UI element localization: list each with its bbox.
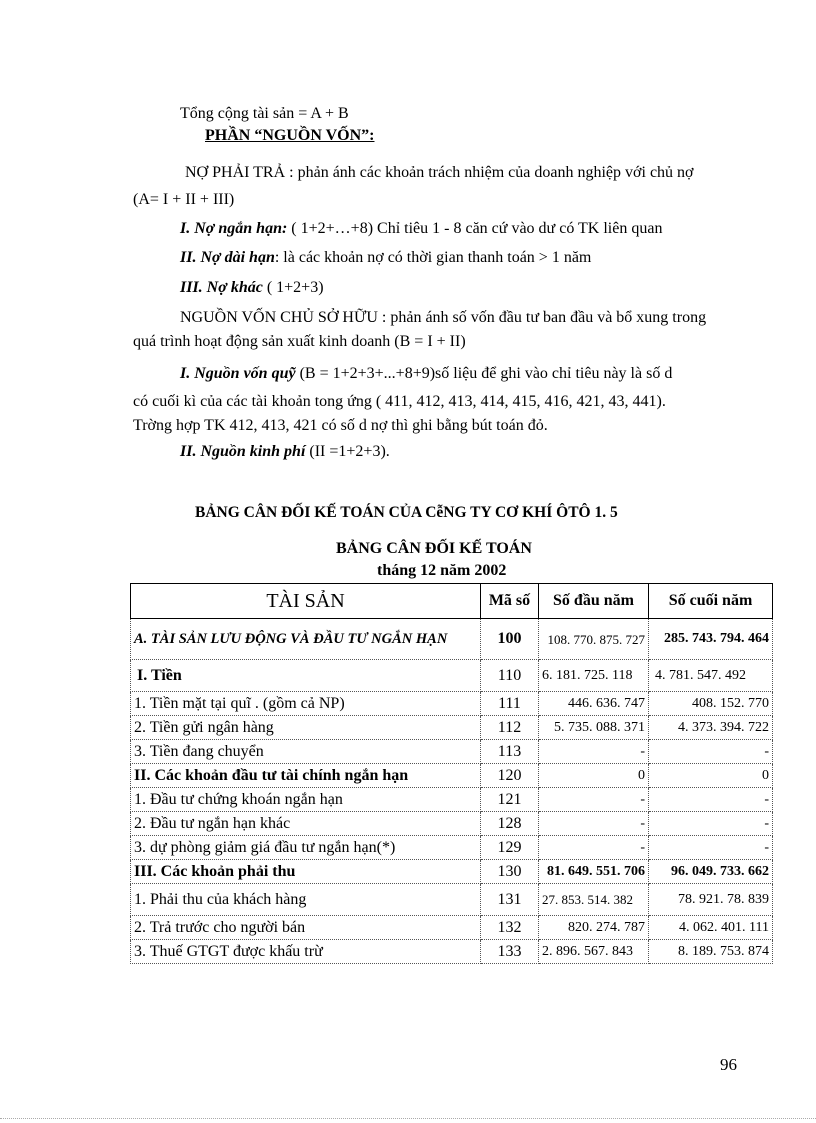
row-name: III. Các khoản phải thu <box>131 860 481 884</box>
row-start: 5. 735. 088. 371 <box>539 716 649 740</box>
row-code: 121 <box>481 788 539 812</box>
short-term-debt-label: I. Nợ ngắn hạn: <box>180 220 288 237</box>
row-name: 2. Trả trước cho người bán <box>131 916 481 940</box>
row-end: 285. 743. 794. 464 <box>649 619 773 660</box>
page-number: 96 <box>720 1055 737 1074</box>
table-row <box>131 884 773 916</box>
long-term-debt-label: II. Nợ dài hạn <box>180 249 275 266</box>
row-end: 4. 062. 401. 111 <box>649 916 773 940</box>
row-code: 113 <box>481 740 539 764</box>
table-row <box>131 940 773 964</box>
total-assets-line: Tổng cộng tài sản = A + B <box>180 105 349 122</box>
table-row <box>131 619 773 660</box>
row-end: - <box>649 836 773 860</box>
row-name: II. Các khoản đầu tư tài chính ngắn hạn <box>131 764 481 788</box>
row-start: 108. 770. 875. 727 <box>539 619 649 660</box>
row-code: 133 <box>481 940 539 964</box>
row-name: 2. Đầu tư ngắn hạn khác <box>131 812 481 836</box>
row-start: - <box>539 836 649 860</box>
table-subtitle-date: tháng 12 năm 2002 <box>377 562 507 579</box>
table-row <box>131 860 773 884</box>
fund-capital-line-3: Trờng hợp TK 412, 413, 421 có số d nợ thì ghi bằng bút toán đỏ. <box>133 417 548 434</box>
row-name: 1. Phải thu của khách hàng <box>131 884 481 916</box>
row-start: 27. 853. 514. 382 <box>539 884 649 916</box>
row-code: 111 <box>481 692 539 716</box>
long-term-debt-line <box>180 248 591 268</box>
row-end: - <box>649 788 773 812</box>
row-name: 1. Tiền mặt tại quĩ . (gồm cả NP) <box>131 692 481 716</box>
row-code: 128 <box>481 812 539 836</box>
row-end: - <box>649 812 773 836</box>
table-row <box>131 764 773 788</box>
section-heading-capital: PHẦN “NGUỒN VỐN”: <box>205 127 375 144</box>
row-code: 130 <box>481 860 539 884</box>
equity-line: NGUỒN VỐN CHỦ SỞ HỮU : phản ánh số vốn đầu tư ban đầu và bổ xung trong <box>180 309 707 326</box>
short-term-debt-text: ( 1+2+…+8) Chỉ tiêu 1 - 8 căn cứ vào dư có TK liên quan <box>287 220 663 237</box>
row-end: - <box>649 740 773 764</box>
balance-sheet-table <box>130 583 773 964</box>
liabilities-line: NỢ PHẢI TRẢ : phản ánh các khoản trách nhiệm của doanh nghiệp với chủ nợ <box>185 164 694 181</box>
row-start: - <box>539 812 649 836</box>
row-code: 132 <box>481 916 539 940</box>
row-end: 96. 049. 733. 662 <box>649 860 773 884</box>
row-code: 131 <box>481 884 539 916</box>
row-end: 4. 373. 394. 722 <box>649 716 773 740</box>
fund-capital-label: I. Nguồn vốn quỹ <box>180 365 296 382</box>
funding-text: (II =1+2+3). <box>305 443 390 460</box>
row-name: I. Tiền <box>131 660 481 692</box>
funding-label: II. Nguồn kinh phí <box>180 443 306 460</box>
row-end: 4. 781. 547. 492 <box>649 660 773 692</box>
row-name: 3. Thuế GTGT được khấu trừ <box>131 940 481 964</box>
liabilities-formula: (A= I + II + III) <box>133 191 235 208</box>
row-start: 446. 636. 747 <box>539 692 649 716</box>
equity-line-2: quá trình hoạt động sản xuất kinh doanh (B = I + II) <box>133 333 466 350</box>
row-name: 1. Đầu tư chứng khoán ngắn hạn <box>131 788 481 812</box>
row-start: 6. 181. 725. 118 <box>539 660 649 692</box>
row-name: 3. dự phòng giảm giá đầu tư ngắn hạn(*) <box>131 836 481 860</box>
table-row <box>131 788 773 812</box>
header-end-year: Số cuối năm <box>649 584 773 619</box>
row-start: 820. 274. 787 <box>539 916 649 940</box>
row-start: - <box>539 740 649 764</box>
row-name: 3. Tiền đang chuyển <box>131 740 481 764</box>
row-code: 100 <box>481 619 539 660</box>
header-assets: TÀI SẢN <box>131 584 481 619</box>
table-row <box>131 916 773 940</box>
table-header-row <box>131 584 773 619</box>
table-row <box>131 692 773 716</box>
long-term-debt-text: : là các khoản nợ có thời gian thanh toán > 1 năm <box>274 249 592 266</box>
funding-line <box>180 442 390 462</box>
header-code: Mã số <box>481 584 539 619</box>
row-start: - <box>539 788 649 812</box>
row-end: 78. 921. 78. 839 <box>649 884 773 916</box>
table-title: BẢNG CÂN ĐỐI KẾ TOÁN <box>336 540 532 557</box>
row-end: 408. 152. 770 <box>649 692 773 716</box>
document-title: BẢNG CÂN ĐỐI KẾ TOÁN CỦA CễNG TY CƠ KHÍ ÔTÔ 1. 5 <box>195 504 618 521</box>
row-code: 129 <box>481 836 539 860</box>
row-start: 2. 896. 567. 843 <box>539 940 649 964</box>
table-row <box>131 660 773 692</box>
other-debt-label: III. Nợ khác <box>180 279 263 296</box>
bottom-rule <box>0 1118 816 1119</box>
table-row <box>131 812 773 836</box>
table-row <box>131 836 773 860</box>
row-code: 112 <box>481 716 539 740</box>
table-row <box>131 716 773 740</box>
fund-capital-line <box>180 364 672 384</box>
row-start: 81. 649. 551. 706 <box>539 860 649 884</box>
fund-capital-text: (B = 1+2+3+...+8+9)số liệu để ghi vào chỉ tiêu này là số d <box>295 365 673 382</box>
row-end: 0 <box>649 764 773 788</box>
row-name: 2. Tiền gửi ngân hàng <box>131 716 481 740</box>
other-debt-line <box>180 278 324 298</box>
short-term-debt-line <box>180 219 662 239</box>
row-end: 8. 189. 753. 874 <box>649 940 773 964</box>
row-name: A. TÀI SẢN LƯU ĐỘNG VÀ ĐẦU TƯ NGẮN HẠN <box>131 619 481 660</box>
row-code: 120 <box>481 764 539 788</box>
header-start-year: Số đầu năm <box>539 584 649 619</box>
row-code: 110 <box>481 660 539 692</box>
table-row <box>131 740 773 764</box>
other-debt-text: ( 1+2+3) <box>262 279 324 296</box>
fund-capital-line-2: có cuối kì của các tài khoản tong ứng ( 411, 412, 413, 414, 415, 416, 421, 43, 441). <box>133 393 666 410</box>
row-start: 0 <box>539 764 649 788</box>
